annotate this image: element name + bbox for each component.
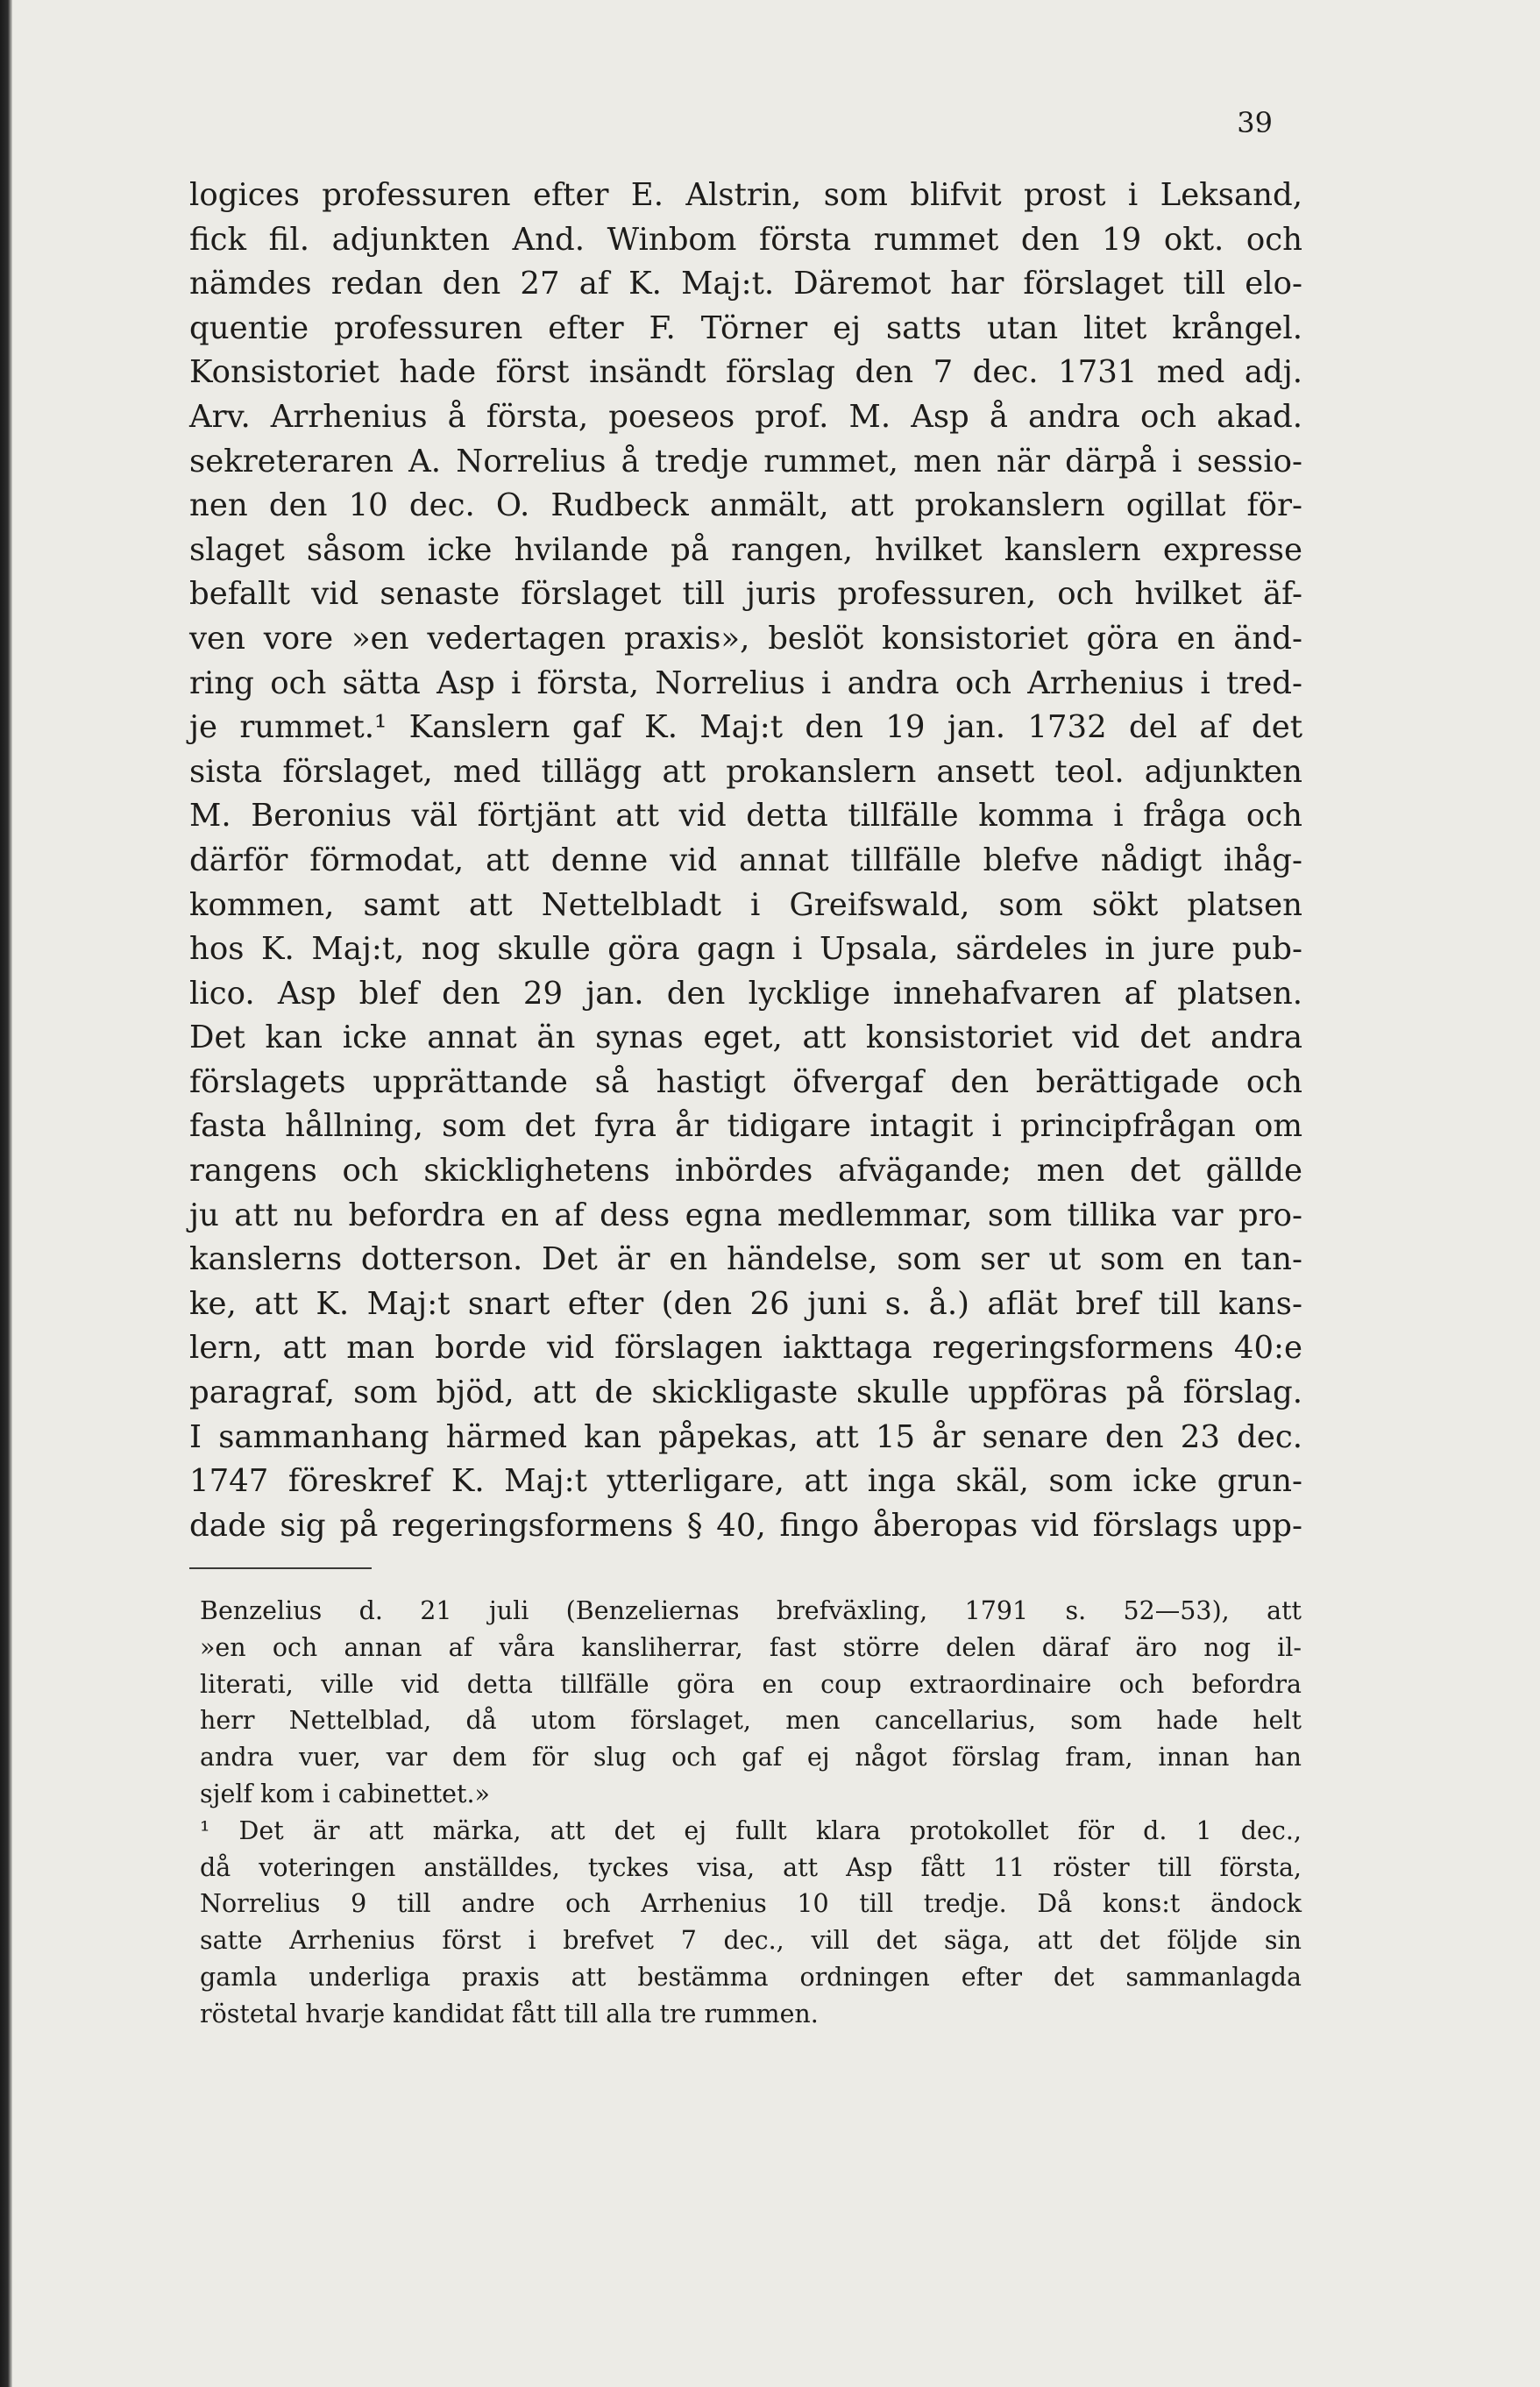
footnote-line: satte Arrhenius först i brefvet 7 dec., vill det säga, att det följde sin bbox=[200, 1926, 1302, 1956]
text-line: kanslerns dotterson. Det är en händelse, som ser ut som en tan- bbox=[189, 1241, 1302, 1278]
text-line: ke, att K. Maj:t snart efter (den 26 juni s. å.) aflät bref till kans- bbox=[189, 1285, 1302, 1322]
text-line: sekreteraren A. Norrelius å tredje rummet, men när därpå i sessio- bbox=[189, 443, 1302, 480]
footnote-line: gamla underliga praxis att bestämma ordningen efter det sammanlagda bbox=[200, 1962, 1302, 1992]
text-line: nämdes redan den 27 af K. Maj:t. Däremot har förslaget till elo- bbox=[189, 266, 1302, 302]
footnote-line: röstetal hvarje kandidat fått till alla tre rummen. bbox=[200, 1999, 819, 2028]
text-line: quentie professuren efter F. Törner ej satts utan litet krångel. bbox=[189, 309, 1302, 346]
footnote-line: andra vuer, var dem för slug och gaf ej något förslag fram, innan han bbox=[200, 1743, 1302, 1772]
page-number: 39 bbox=[1237, 106, 1273, 139]
text-line: Konsistoriet hade först insändt förslag den 7 dec. 1731 med adj. bbox=[189, 354, 1302, 391]
text-line: Arv. Arrhenius å första, poeseos prof. M. Asp å andra och akad. bbox=[189, 398, 1302, 435]
text-line: lern, att man borde vid förslagen iakttaga regeringsformens 40:e bbox=[189, 1330, 1302, 1367]
text-line: logices professuren efter E. Alstrin, som blifvit prost i Leksand, bbox=[189, 177, 1302, 213]
text-line: je rummet.¹ Kanslern gaf K. Maj:t den 19 jan. 1732 del af det bbox=[189, 709, 1302, 746]
footnote-line: »en och annan af våra kansliherrar, fast större delen däraf äro nog il- bbox=[200, 1632, 1302, 1662]
text-line: hos K. Maj:t, nog skulle göra gagn i Upsala, särdeles in jure pub- bbox=[189, 931, 1302, 968]
footnote-line: Benzelius d. 21 juli (Benzeliernas brefväxling, 1791 s. 52—53), att bbox=[200, 1596, 1302, 1625]
text-line: dade sig på regeringsformens § 40, fingo åberopas vid förslags upp- bbox=[189, 1507, 1302, 1544]
text-line: ven vore »en vedertagen praxis», beslöt konsistoriet göra en änd- bbox=[189, 620, 1302, 657]
text-line: kommen, samt att Nettelbladt i Greifswald, som sökt platsen bbox=[189, 886, 1302, 923]
text-line: befallt vid senaste förslaget till juris professuren, och hvilket äf- bbox=[189, 576, 1302, 613]
text-line: nen den 10 dec. O. Rudbeck anmält, att prokanslern ogillat för- bbox=[189, 487, 1302, 524]
footnotes bbox=[200, 1593, 1302, 2033]
footnote-line: herr Nettelblad, då utom förslaget, men cancellarius, som hade helt bbox=[200, 1706, 1302, 1736]
text-line: M. Beronius väl förtjänt att vid detta tillfälle komma i fråga och bbox=[189, 798, 1302, 835]
footnote-line: literati, ville vid detta tillfälle göra en coup extraordinaire och befordra bbox=[200, 1669, 1302, 1699]
footnote-line: då voteringen anställdes, tyckes visa, att Asp fått 11 röster till första, bbox=[200, 1852, 1302, 1882]
text-line: slaget såsom icke hvilande på rangen, hvilket kanslern expresse bbox=[189, 531, 1302, 568]
text-line: paragraf, som bjöd, att de skickligaste skulle uppföras på förslag. bbox=[189, 1375, 1302, 1411]
page-binding-edge bbox=[0, 0, 12, 2387]
footnote-line: Norrelius 9 till andre och Arrhenius 10 till tredje. Då kons:t ändock bbox=[200, 1889, 1302, 1919]
text-line: lico. Asp blef den 29 jan. den lycklige innehafvaren af platsen. bbox=[189, 975, 1302, 1012]
text-line: 1747 föreskref K. Maj:t ytterligare, att inga skäl, som icke grun- bbox=[189, 1463, 1302, 1500]
text-line: därför förmodat, att denne vid annat tillfälle blefve nådigt ihåg- bbox=[189, 842, 1302, 878]
text-line: fasta hållning, som det fyra år tidigare intagit i principfrågan om bbox=[189, 1108, 1302, 1145]
text-line: ring och sätta Asp i första, Norrelius i andra och Arrhenius i tred- bbox=[189, 664, 1302, 701]
footnote-line: ¹ Det är att märka, att det ej fullt klara protokollet för d. 1 dec., bbox=[200, 1815, 1302, 1845]
footnote-line: sjelf kom i cabinettet.» bbox=[200, 1779, 490, 1808]
footnote-separator bbox=[189, 1567, 372, 1569]
text-line: ju att nu befordra en af dess egna medlemmar, som tillika var pro- bbox=[189, 1197, 1302, 1233]
text-line: fick fil. adjunkten And. Winbom första rummet den 19 okt. och bbox=[189, 221, 1302, 258]
text-line: sista förslaget, med tillägg att prokanslern ansett teol. adjunkten bbox=[189, 753, 1302, 790]
text-line: I sammanhang härmed kan påpekas, att 15 år senare den 23 dec. bbox=[189, 1418, 1302, 1455]
text-line: rangens och skicklighetens inbördes afvägande; men det gällde bbox=[189, 1153, 1302, 1190]
text-line: förslagets upprättande så hastigt öfvergaf den berättigade och bbox=[189, 1063, 1302, 1100]
text-line: Det kan icke annat än synas eget, att konsistoriet vid det andra bbox=[189, 1019, 1302, 1056]
main-text bbox=[189, 174, 1302, 1548]
